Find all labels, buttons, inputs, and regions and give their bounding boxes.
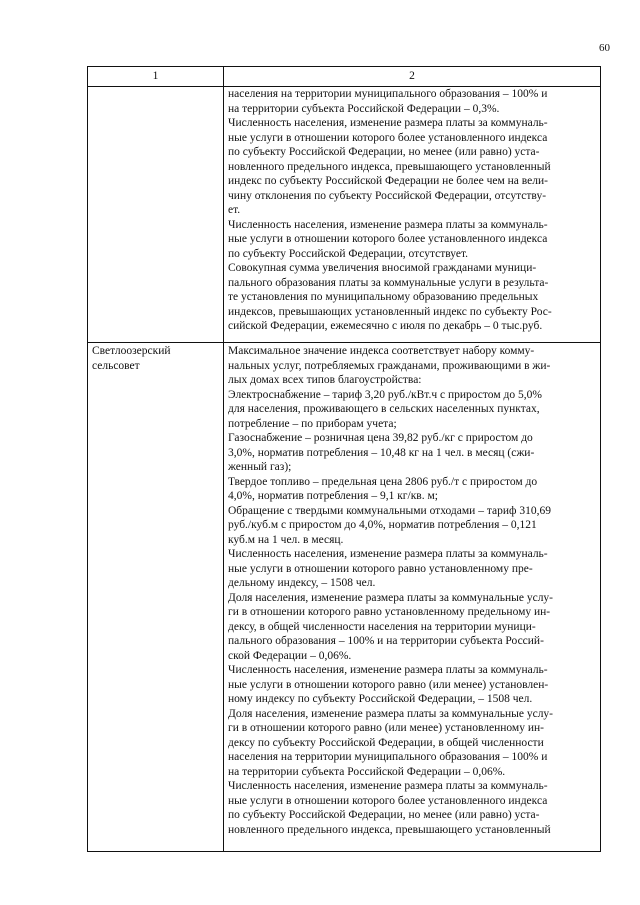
row-separator <box>88 342 600 343</box>
page-number: 60 <box>599 42 610 54</box>
paragraph: Численность населения, изменение размера платы за коммуналь- ные услуги в отношении которого более установленного индекса по субъекту Российской Федерации, но менее (или равно) уста- новленного предельного индекса, превышающего установленный индекс по субъекту Российской Федерации не более чем на вели- чину отклонения по субъекту Российской Федерации, отсутству- ет. <box>228 117 551 216</box>
header-column-2: 2 <box>409 70 415 82</box>
paragraph: Доля населения, изменение размера платы за коммунальные услу- ги в отношении которого равно (или менее) установленному ин- дексу по субъекту Российской Федерации, в общей численности населения на территории муниципального образования – 100% и на территории субъекта Российской Федерации – 0,06%. <box>228 707 554 778</box>
paragraph: Численность населения, изменение размера платы за коммуналь- ные услуги в отношении которого равно (или менее) установлен- ному индексу по субъекту Российской Федерации, – 1508 чел. <box>228 664 549 705</box>
paragraph: Численность населения, изменение размера платы за коммуналь- ные услуги в отношении которого более установленного индекса по субъекту Российской Федерации, отсутствует. <box>228 218 548 260</box>
paragraph: Доля населения, изменение размера платы за коммунальные услу- ги в отношении которого равно установленному предельному ин- дексу, в общей численности населения на территории муници- пального образования – 100% и на территории субъекта Россий- ской Федерации – 0,06%. <box>228 591 554 662</box>
row-1-content <box>228 87 598 334</box>
paragraph: Численность населения, изменение размера платы за коммуналь- ные услуги в отношении которого более установленного индекса по субъекту Российской Федерации, но менее (или равно) уста- новленного предельного индекса, превышающего установленный <box>228 780 551 836</box>
paragraph: Газоснабжение – розничная цена 39,82 руб./кг с приростом до 3,0%, норматив потребления – 10,48 кг на 1 чел. в месяц (сжи- женный газ); <box>228 432 535 473</box>
paragraph: Максимальное значение индекса соответствует набору комму- нальных услуг, потребляемых гражданами, проживающими в жи- лых домах всех типов благоустройства: <box>228 345 551 386</box>
document-table <box>87 66 601 852</box>
paragraph: населения на территории муниципального образования – 100% и на территории субъекта Российской Федерации – 0,3%. <box>228 88 548 115</box>
paragraph: Обращение с твердыми коммунальными отходами – тариф 310,69 руб./куб.м с приростом до 4,0%, норматив потребления – 0,121 куб.м на 1 чел. в месяц. <box>228 504 551 546</box>
column-divider <box>223 67 224 851</box>
paragraph: Численность населения, изменение размера платы за коммуналь- ные услуги в отношении которого равно установленному пре- дельному индексу, – 1508 чел. <box>228 548 548 589</box>
row-2-content <box>228 344 598 837</box>
header-column-1: 1 <box>152 70 159 82</box>
paragraph: Совокупная сумма увеличения вносимой гражданами муници- пального образования платы за коммунальные услуги в результа- те установления по муниципальному образованию предельных индексов, превышающих установленный индекс по субъекту Рос- сийской Федерации, ежемесячно с июля по декабрь – 0 тыс.руб. <box>228 262 552 332</box>
paragraph: Электроснабжение – тариф 3,20 руб./кВт.ч с приростом до 5,0% для населения, проживающего в сельских населенных пунктах, потребление – по приборам учета; <box>228 388 542 430</box>
municipality-name: Светлоозерский сельсовет <box>92 345 171 372</box>
paragraph: Твердое топливо – предельная цена 2806 руб./т с приростом до 4,0%, норматив потребления – 9,1 кг/кв. м; <box>228 475 538 502</box>
